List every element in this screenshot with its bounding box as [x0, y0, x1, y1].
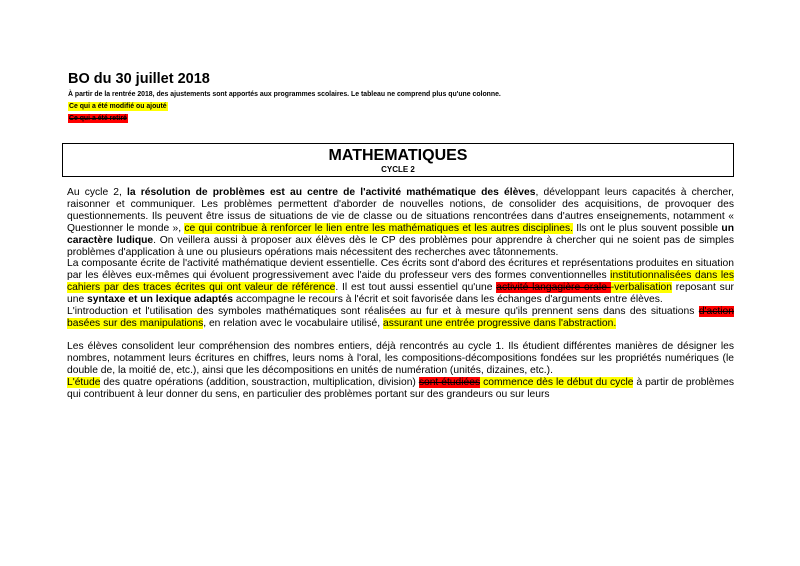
section-cycle: CYCLE 2 — [381, 165, 415, 174]
text-run: reposant sur une — [67, 282, 734, 306]
bold-run: la résolution de problèmes est au centre de l'activité mathématique des élèves — [127, 187, 536, 198]
text-run: . On veillera aussi à proposer aux élèves dès le CP des problèmes pour apprendre à chercher qui ne soient pas de simples problèmes d'application à une ou plusieurs opérations mais nécessitent des recherches avec tâtonnements. — [67, 234, 734, 258]
paragraph-symbols — [67, 306, 734, 330]
added-text: commence dès le début du cycle — [480, 376, 634, 388]
document-subtitle: À partir de la rentrée 2018, des ajustements sont apportés aux programmes scolaires. Le tableau ne comprend plus qu'une colonne. — [68, 91, 501, 98]
text-run: Au cycle 2, — [67, 187, 128, 198]
text-run: La composante écrite de l'activité mathématique devient essentielle. Ces écrits sont d'abord des écritures et représentations produites en situation par les élèves eux-mêmes qui évoluent progressivement avec l'aide du professeur vers des formes conventionnelles — [67, 258, 734, 282]
text-run: . Il est tout aussi essentiel qu'une — [335, 282, 497, 294]
paragraph-operations — [67, 377, 734, 401]
removed-text: d'action — [698, 306, 734, 318]
document-body — [67, 187, 734, 400]
text-run: des quatre opérations (addition, soustraction, multiplication, division) — [100, 376, 419, 388]
section-title: MATHEMATIQUES — [328, 147, 468, 164]
added-text: institutionnalisées dans les cahiers par des traces écrites qui ont valeur de référence — [67, 270, 734, 294]
text-run: , développant leurs capacités à chercher, raisonner et communiquer. Les problèmes permettent d'aborder de nouvelles notions, de consolider des acquisitions, de provoquer des questionnements. Ils peuvent être issus de situations de vie de classe ou de situations rencontrées dans d'autres enseignements, notamment « Questionner le monde », — [67, 187, 734, 234]
text-run: , en relation avec le vocabulaire utilisé, — [203, 317, 383, 329]
bold-run: un caractère ludique — [67, 222, 735, 246]
text-run: accompagne le recours à l'écrit et soit favorisée dans les échanges d'arguments entre élèves. — [232, 294, 663, 306]
document-title: BO du 30 juillet 2018 — [68, 71, 210, 87]
text-run: Les élèves consolident leur compréhension des nombres entiers, déjà rencontrés au cycle 1. Ils étudient différentes manières de désigner les nombres, notamment leurs écritures en chiffres, leurs noms à l'oral, les compositions-décompositions fondées sur les propriétés numériques (le double de, la moitié de, etc.), ainsi que les décompositions en unités de numération (unités, dizaines, etc.). — [67, 340, 734, 376]
added-text: -verbalisation — [610, 282, 672, 294]
section-title-box — [62, 143, 734, 177]
added-text: ce qui contribue à renforcer le lien entre les mathématiques et les autres disciplines. — [184, 222, 573, 234]
removed-text: sont étudiées — [418, 376, 481, 388]
text-run: Ils ont le plus souvent possible — [572, 222, 722, 234]
text-run: à partir de problèmes qui contribuent à leur donner du sens, en particulier des problèmes portant sur des grandeurs ou sur leurs — [67, 376, 734, 400]
text-run: L'introduction et l'utilisation des symboles mathématiques sont réalisées au fur et à mesure qu'ils prennent sens dans des situations — [67, 306, 699, 318]
paragraph-written-component — [67, 258, 734, 306]
removed-text: activité langagière orale — [496, 282, 611, 294]
added-text: L'étude — [67, 376, 101, 388]
paragraph-problem-solving — [67, 187, 734, 258]
added-text: basées sur des manipulations — [67, 317, 204, 329]
legend-modified: Ce qui a été modifié ou ajouté — [69, 103, 167, 110]
bold-run: syntaxe et un lexique adaptés — [87, 294, 233, 306]
paragraph-numbers — [67, 341, 734, 377]
added-text: assurant une entrée progressive dans l'abstraction. — [382, 317, 617, 329]
legend-removed: Ce qui a été retiré — [69, 115, 127, 122]
